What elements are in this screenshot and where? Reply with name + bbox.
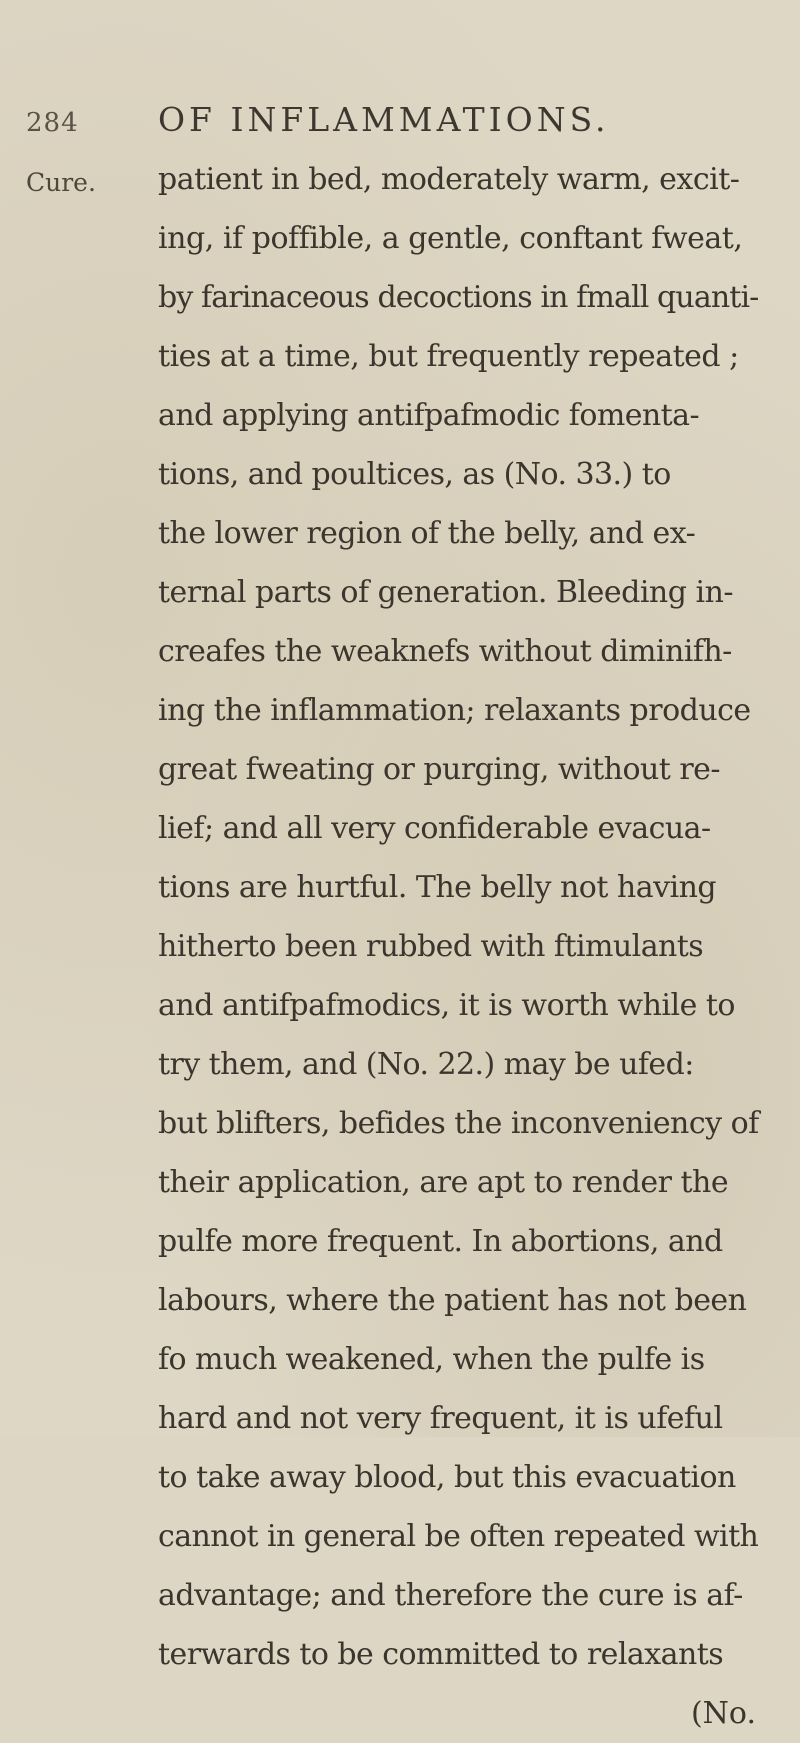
text-line: fo much weakened, when the pulfe is bbox=[158, 1342, 705, 1377]
running-head: OF INFLAMMATIONS. bbox=[158, 100, 610, 139]
text-line: hard and not very frequent, it is ufeful bbox=[158, 1401, 723, 1436]
text-line: terwards to be committed to relaxants bbox=[158, 1637, 724, 1672]
text-line: and antifpafmodics, it is worth while to bbox=[158, 988, 735, 1023]
text-line: ing the inflammation; relaxants produce bbox=[158, 693, 751, 728]
margin-note: Cure. bbox=[26, 168, 96, 197]
text-line: patient in bed, moderately warm, excit- bbox=[158, 162, 740, 197]
text-line: pulfe more frequent. In abortions, and bbox=[158, 1224, 723, 1259]
text-line: ternal parts of generation. Bleeding in- bbox=[158, 575, 734, 610]
text-line: the lower region of the belly, and ex- bbox=[158, 516, 696, 551]
text-line: great fweating or purging, without re- bbox=[158, 752, 720, 787]
text-line: to take away blood, but this evacuation bbox=[158, 1460, 736, 1495]
text-line: advantage; and therefore the cure is af- bbox=[158, 1578, 743, 1613]
text-line: their application, are apt to render the bbox=[158, 1165, 729, 1200]
text-line: and applying antifpafmodic fomenta- bbox=[158, 398, 700, 433]
text-line: by farinaceous decoctions in fmall quanti- bbox=[158, 280, 759, 315]
text-line: but blifters, befides the inconveniency of bbox=[158, 1106, 759, 1141]
text-line: try them, and (No. 22.) may be ufed: bbox=[158, 1047, 694, 1082]
body-text bbox=[158, 150, 778, 1743]
text-line: ties at a time, but frequently repeated ; bbox=[158, 339, 739, 374]
text-line: lief; and all very confiderable evacua- bbox=[158, 811, 711, 846]
text-line: hitherto been rubbed with ftimulants bbox=[158, 929, 704, 964]
text-line: labours, where the patient has not been bbox=[158, 1283, 747, 1318]
page-number: 284 bbox=[26, 108, 79, 138]
text-line: tions, and poultices, as (No. 33.) to bbox=[158, 457, 671, 492]
text-line: cannot in general be often repeated with bbox=[158, 1519, 759, 1554]
catchword: (No. bbox=[690, 1696, 756, 1731]
text-line: creafes the weaknefs without diminifh- bbox=[158, 634, 732, 669]
text-line: ing, if poffible, a gentle, conftant fweat, bbox=[158, 221, 743, 256]
text-line: tions are hurtful. The belly not having bbox=[158, 870, 717, 905]
